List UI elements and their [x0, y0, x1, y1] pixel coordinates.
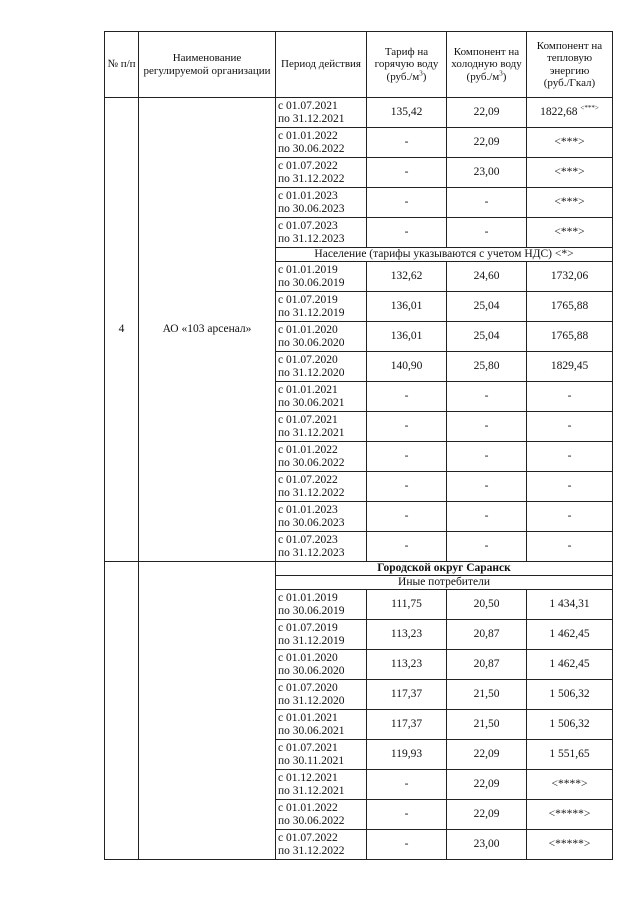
header-heat-label: Компонент на тепловую энергию: [536, 39, 603, 77]
heat-energy-component: -: [527, 442, 613, 472]
hot-water-tariff: 117,37: [367, 680, 447, 710]
period-to: по 30.06.2022: [278, 814, 345, 827]
heat-energy-component: 1765,88: [527, 292, 613, 322]
cold-water-component: -: [447, 382, 527, 412]
heat-value: 1822,68: [540, 106, 578, 119]
hot-water-tariff: 136,01: [367, 292, 447, 322]
header-cold-label: Компонент на холодную воду: [451, 45, 522, 71]
period-from: с 01.12.2021: [278, 772, 338, 784]
period-to: по 30.06.2021: [278, 724, 345, 737]
heat-energy-component: 1 434,31: [527, 590, 613, 620]
organization-name-empty: [139, 562, 276, 860]
period-from: с 01.07.2022: [278, 474, 338, 486]
cold-water-component: -: [447, 188, 527, 218]
cold-water-component: 22,09: [447, 770, 527, 800]
cold-water-component: -: [447, 502, 527, 532]
period-cell: [276, 740, 367, 770]
cold-water-component: -: [447, 532, 527, 562]
hot-water-tariff: -: [367, 532, 447, 562]
cold-water-component: 21,50: [447, 710, 527, 740]
period-from: с 01.01.2022: [278, 802, 338, 814]
period-from: с 01.01.2019: [278, 592, 338, 604]
period-cell: [276, 382, 367, 412]
period-cell: [276, 352, 367, 382]
period-cell: [276, 322, 367, 352]
heat-energy-component: 1829,45: [527, 352, 613, 382]
period-cell: [276, 218, 367, 248]
period-from: с 01.07.2022: [278, 832, 338, 844]
cold-water-component: 20,87: [447, 650, 527, 680]
period-cell: [276, 442, 367, 472]
heat-energy-component: 1 506,32: [527, 680, 613, 710]
header-row: [105, 32, 613, 98]
period-cell: [276, 128, 367, 158]
period-to: по 31.12.2021: [278, 426, 345, 439]
period-from: с 01.01.2022: [278, 444, 338, 456]
period-from: с 01.07.2020: [278, 682, 338, 694]
hot-water-tariff: 117,37: [367, 710, 447, 740]
heat-energy-component: <***>: [527, 158, 613, 188]
heat-energy-component: -: [527, 472, 613, 502]
period-to: по 30.06.2021: [278, 396, 345, 409]
hot-water-tariff: 136,01: [367, 322, 447, 352]
period-to: по 30.06.2023: [278, 516, 345, 529]
population-header: Население (тарифы указываются с учетом НДС) <*>: [276, 248, 613, 262]
header-cold-unit: (руб./м: [466, 70, 500, 83]
heat-energy-component: <***>: [527, 218, 613, 248]
period-from: с 01.01.2021: [278, 384, 338, 396]
hot-water-tariff: -: [367, 800, 447, 830]
period-to: по 30.06.2019: [278, 604, 345, 617]
period-to: по 31.12.2022: [278, 172, 345, 185]
period-cell: [276, 680, 367, 710]
period-cell: [276, 532, 367, 562]
cold-water-component: 20,50: [447, 590, 527, 620]
table-body: [105, 98, 613, 860]
row-number: 4: [105, 98, 139, 562]
period-to: по 30.06.2022: [278, 456, 345, 469]
period-from: с 01.01.2020: [278, 324, 338, 336]
cold-water-component: 22,09: [447, 740, 527, 770]
header-num: № п/п: [105, 32, 139, 98]
period-cell: [276, 800, 367, 830]
consumers-header: Иные потребители: [276, 576, 613, 590]
period-cell: [276, 620, 367, 650]
heat-energy-component: -: [527, 382, 613, 412]
period-to: по 31.12.2022: [278, 486, 345, 499]
hot-water-tariff: -: [367, 218, 447, 248]
heat-energy-component: [527, 98, 613, 128]
period-from: с 01.01.2019: [278, 264, 338, 276]
header-hot-unit: (руб./м: [386, 70, 420, 83]
cold-water-component: 25,04: [447, 322, 527, 352]
period-to: по 31.12.2023: [278, 546, 345, 559]
header-cold: Компонент на холодную воду $(руб./м^3)$: [447, 32, 527, 98]
heat-footnote-mark: <***>: [580, 104, 599, 113]
period-from: с 01.07.2023: [278, 534, 338, 546]
header-period: Период действия: [276, 32, 367, 98]
cold-water-component: -: [447, 218, 527, 248]
heat-energy-component: 1732,06: [527, 262, 613, 292]
hot-water-tariff: 135,42: [367, 98, 447, 128]
period-to: по 31.12.2021: [278, 112, 345, 125]
cold-water-component: 25,04: [447, 292, 527, 322]
heat-energy-component: <*****>: [527, 830, 613, 860]
hot-water-tariff: -: [367, 472, 447, 502]
period-cell: [276, 710, 367, 740]
cold-water-component: 25,80: [447, 352, 527, 382]
cold-water-component: 22,09: [447, 128, 527, 158]
header-hot-unit-exp: 3: [419, 69, 423, 78]
cold-water-component: -: [447, 472, 527, 502]
period-cell: [276, 292, 367, 322]
period-to: по 31.12.2020: [278, 366, 345, 379]
heat-energy-component: -: [527, 532, 613, 562]
period-to: по 31.12.2021: [278, 784, 345, 797]
period-cell: [276, 98, 367, 128]
heat-energy-component: 1 551,65: [527, 740, 613, 770]
period-from: с 01.07.2021: [278, 414, 338, 426]
hot-water-tariff: -: [367, 770, 447, 800]
hot-water-tariff: -: [367, 128, 447, 158]
period-from: с 01.07.2021: [278, 100, 338, 112]
cold-water-component: -: [447, 412, 527, 442]
hot-water-tariff: 132,62: [367, 262, 447, 292]
table-row: [105, 98, 613, 128]
hot-water-tariff: -: [367, 188, 447, 218]
period-to: по 31.12.2022: [278, 844, 345, 857]
cold-water-component: 23,00: [447, 830, 527, 860]
period-from: с 01.07.2021: [278, 742, 338, 754]
heat-energy-component: <****>: [527, 770, 613, 800]
row-number-empty: [105, 562, 139, 860]
period-cell: [276, 650, 367, 680]
period-cell: [276, 472, 367, 502]
hot-water-tariff: 119,93: [367, 740, 447, 770]
header-heat: [527, 32, 613, 98]
period-to: по 31.12.2019: [278, 306, 345, 319]
hot-water-tariff: -: [367, 830, 447, 860]
period-to: по 31.12.2023: [278, 232, 345, 245]
heat-energy-component: 1 462,45: [527, 620, 613, 650]
header-hot: Тариф на горячую воду $(руб./м^3)$: [367, 32, 447, 98]
tariff-table: [104, 31, 613, 860]
period-cell: [276, 830, 367, 860]
header-cold-unit-exp: 3: [499, 69, 503, 78]
period-to: по 30.06.2019: [278, 276, 345, 289]
period-to: по 30.11.2021: [278, 754, 345, 767]
cold-water-component: 22,09: [447, 98, 527, 128]
header-org: Наименование регулируемой организации: [139, 32, 276, 98]
header-heat-unit: (руб./Гкал): [543, 77, 596, 89]
period-to: по 31.12.2020: [278, 694, 345, 707]
cold-water-component: 24,60: [447, 262, 527, 292]
period-from: с 01.01.2020: [278, 652, 338, 664]
header-hot-label: Тариф на горячую воду: [374, 45, 439, 71]
period-from: с 01.01.2021: [278, 712, 338, 724]
heat-energy-component: 1765,88: [527, 322, 613, 352]
period-to: по 30.06.2020: [278, 336, 345, 349]
cold-water-component: 20,87: [447, 620, 527, 650]
hot-water-tariff: 140,90: [367, 352, 447, 382]
hot-water-tariff: -: [367, 158, 447, 188]
period-from: с 01.07.2019: [278, 622, 338, 634]
period-to: по 30.06.2023: [278, 202, 345, 215]
cold-water-component: 22,09: [447, 800, 527, 830]
period-from: с 01.01.2023: [278, 504, 338, 516]
period-from: с 01.01.2022: [278, 130, 338, 142]
period-from: с 01.01.2023: [278, 190, 338, 202]
period-from: с 01.07.2023: [278, 220, 338, 232]
period-to: по 30.06.2022: [278, 142, 345, 155]
organization-name: АО «103 арсенал»: [139, 98, 276, 562]
hot-water-tariff: -: [367, 382, 447, 412]
cold-water-component: 23,00: [447, 158, 527, 188]
hot-water-tariff: 113,23: [367, 620, 447, 650]
period-cell: [276, 158, 367, 188]
district-header-row: [105, 562, 613, 576]
heat-energy-component: <***>: [527, 128, 613, 158]
heat-energy-component: 1 462,45: [527, 650, 613, 680]
period-cell: [276, 188, 367, 218]
hot-water-tariff: -: [367, 412, 447, 442]
hot-water-tariff: -: [367, 442, 447, 472]
hot-water-tariff: 113,23: [367, 650, 447, 680]
period-cell: [276, 412, 367, 442]
heat-energy-component: <***>: [527, 188, 613, 218]
period-to: по 30.06.2020: [278, 664, 345, 677]
heat-energy-component: 1 506,32: [527, 710, 613, 740]
district-header: Городской округ Саранск: [276, 562, 613, 576]
period-cell: [276, 590, 367, 620]
period-from: с 01.07.2020: [278, 354, 338, 366]
heat-energy-component: -: [527, 502, 613, 532]
period-from: с 01.07.2022: [278, 160, 338, 172]
period-cell: [276, 502, 367, 532]
heat-energy-component: -: [527, 412, 613, 442]
period-from: с 01.07.2019: [278, 294, 338, 306]
period-cell: [276, 262, 367, 292]
heat-energy-component: <*****>: [527, 800, 613, 830]
cold-water-component: 21,50: [447, 680, 527, 710]
hot-water-tariff: 111,75: [367, 590, 447, 620]
cold-water-component: -: [447, 442, 527, 472]
period-to: по 31.12.2019: [278, 634, 345, 647]
period-cell: [276, 770, 367, 800]
hot-water-tariff: -: [367, 502, 447, 532]
